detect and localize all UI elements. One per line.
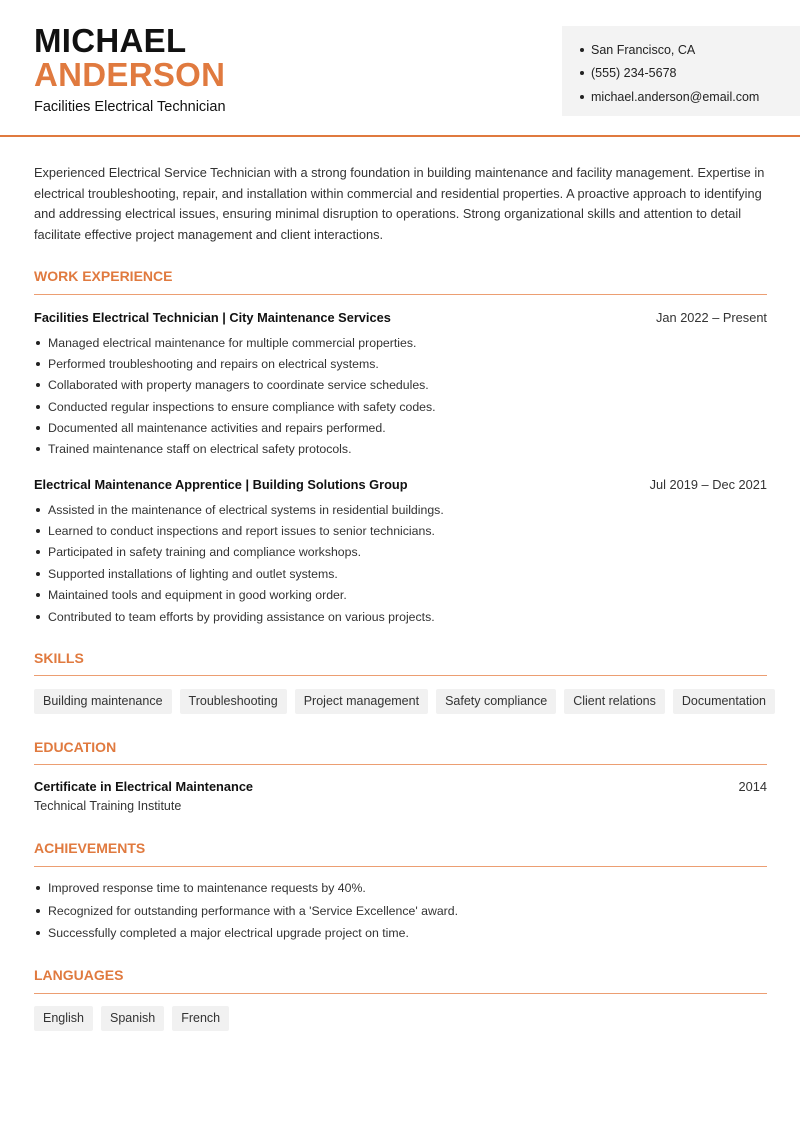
list-item: Supported installations of lighting and outlet systems. [34, 563, 767, 584]
skill-chip: Client relations [564, 689, 665, 714]
list-item: Documented all maintenance activities and repairs performed. [34, 417, 767, 438]
list-item: Contributed to team efforts by providing assistance on various projects. [34, 606, 767, 627]
bullet-icon [580, 95, 584, 99]
degree-name: Certificate in Electrical Maintenance [34, 779, 254, 794]
bullet-icon [36, 886, 40, 890]
section-divider [34, 866, 767, 867]
education-year: 2014 [738, 779, 767, 794]
bullet-icon [36, 931, 40, 935]
bullet-icon [36, 593, 40, 597]
bullet-icon [36, 362, 40, 366]
skill-chip: Troubleshooting [180, 689, 287, 714]
contact-phone [580, 62, 800, 86]
bullet-icon [36, 572, 40, 576]
list-item: Conducted regular inspections to ensure compliance with safety codes. [34, 396, 767, 417]
job-role: Facilities Electrical Technician | City Maintenance Services [34, 310, 391, 325]
first-name: MICHAEL [34, 22, 187, 59]
job-date: Jan 2022 – Present [656, 310, 767, 325]
last-name: ANDERSON [34, 56, 226, 93]
job-bullets [34, 499, 767, 627]
job-date: Jul 2019 – Dec 2021 [649, 477, 767, 492]
skill-chip: Documentation [673, 689, 775, 714]
list-item: Successfully completed a major electrical upgrade project on time. [34, 922, 767, 945]
section-title-work: WORK EXPERIENCE [34, 268, 173, 284]
language-chip: French [172, 1006, 229, 1031]
languages-list [34, 1006, 229, 1031]
bullet-icon [36, 447, 40, 451]
section-title-languages: LANGUAGES [34, 967, 124, 983]
skill-chip: Project management [295, 689, 428, 714]
job-entry-header [34, 477, 767, 492]
list-item: Assisted in the maintenance of electrical systems in residential buildings. [34, 499, 767, 520]
section-title-achievements: ACHIEVEMENTS [34, 840, 146, 856]
bullet-icon [36, 550, 40, 554]
bullet-icon [36, 909, 40, 913]
job-entry-header [34, 310, 767, 325]
bullet-icon [36, 615, 40, 619]
job-title: Facilities Electrical Technician [34, 99, 226, 115]
job-role: Electrical Maintenance Apprentice | Building Solutions Group [34, 477, 408, 492]
list-item: Trained maintenance staff on electrical safety protocols. [34, 438, 767, 459]
resume-header [0, 0, 800, 137]
bullet-icon [36, 405, 40, 409]
contact-email [580, 85, 800, 109]
location-text: San Francisco, CA [591, 42, 696, 57]
section-title-skills: SKILLS [34, 650, 84, 666]
list-item: Improved response time to maintenance requests by 40%. [34, 877, 767, 900]
list-item: Managed electrical maintenance for multiple commercial properties. [34, 332, 767, 353]
school-name: Technical Training Institute [34, 799, 182, 813]
job-bullets [34, 332, 767, 460]
bullet-icon [36, 426, 40, 430]
section-divider [34, 675, 767, 676]
list-item: Learned to conduct inspections and report issues to senior technicians. [34, 520, 767, 541]
bullet-icon [580, 71, 584, 75]
bullet-icon [36, 383, 40, 387]
summary-paragraph: Experienced Electrical Service Technician with a strong foundation in building maintenance and facility management. Expertise in electrical troubleshooting, repair, and installation within commercial and residential properties. A proactive approach to identifying and addressing electrical issues, ensuring minimal disruption to operations. Strong organizational skills and attention to detail facilitate effective project management and client interactions. [34, 165, 765, 242]
list-item: Participated in safety training and compliance workshops. [34, 542, 767, 563]
list-item: Collaborated with property managers to coordinate service schedules. [34, 375, 767, 396]
skills-list [34, 689, 775, 714]
section-title-education: EDUCATION [34, 739, 117, 755]
education-header [34, 779, 767, 794]
bullet-icon [36, 341, 40, 345]
skill-chip: Building maintenance [34, 689, 172, 714]
section-divider [34, 294, 767, 295]
section-divider [34, 764, 767, 765]
phone-text: (555) 234-5678 [591, 66, 677, 81]
language-chip: Spanish [101, 1006, 164, 1031]
list-item: Performed troubleshooting and repairs on electrical systems. [34, 353, 767, 374]
email-text: michael.anderson@email.com [591, 89, 760, 104]
bullet-icon [580, 48, 584, 52]
skill-chip: Safety compliance [436, 689, 556, 714]
achievements-list [34, 877, 767, 945]
contact-location [580, 38, 800, 62]
bullet-icon [36, 508, 40, 512]
contact-box [562, 26, 800, 116]
list-item: Maintained tools and equipment in good working order. [34, 585, 767, 606]
language-chip: English [34, 1006, 93, 1031]
section-divider [34, 993, 767, 994]
bullet-icon [36, 529, 40, 533]
list-item: Recognized for outstanding performance with a 'Service Excellence' award. [34, 900, 767, 923]
